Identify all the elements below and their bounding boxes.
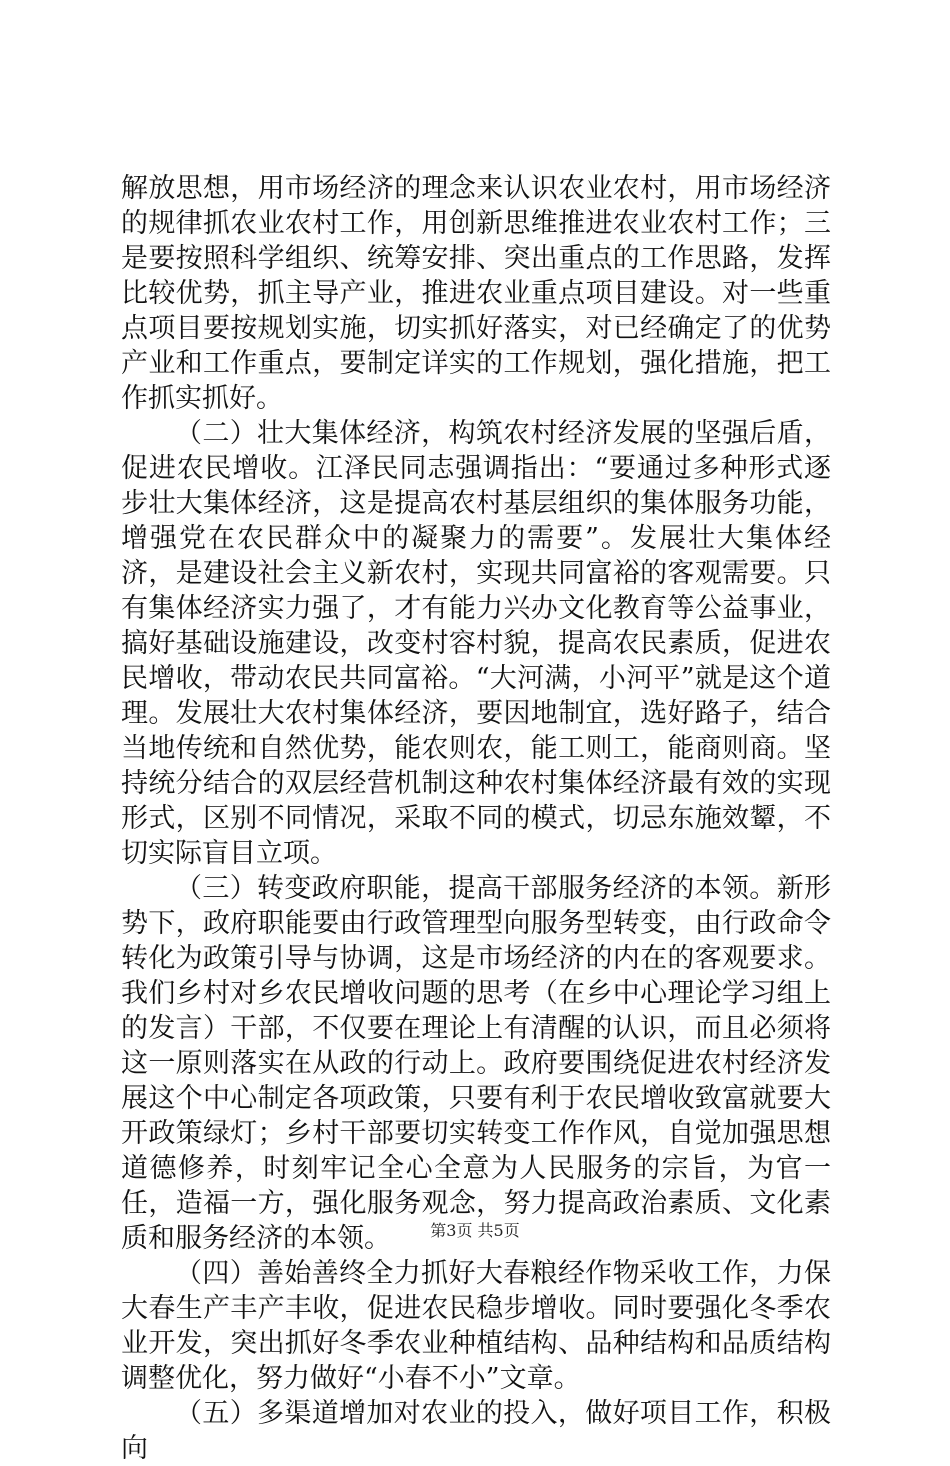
page-footer: 第3页 共5页 (430, 1221, 520, 1240)
paragraph-section-2: （二）壮大集体经济，构筑农村经济发展的坚强后盾，促进农民增收。江泽民同志强调指出：“要通过多种形式逐步壮大集体经济，这是提高农村基层组织的集体服务功能，增强党在农民群众中的凝聚力的需要”。发展壮大集体经济，是建设社会主义新农村，实现共同富裕的客观需要。只有集体经济实力强了，才有能力兴办文化教育等公益事业，搞好基础设施建设，改变村容村貌，提高农民素质，促进农民增收，带动农民共同富裕。“大河满，小河平”就是这个道理。发展壮大农村集体经济，要因地制宜，选好路子，结合当地传统和自然优势，能农则农，能工则工，能商则商。坚持统分结合的双层经营机制这种农村集体经济最有效的实现形式，区别不同情况，采取不同的模式，切忌东施效颦，不切实际盲目立项。 (121, 418, 831, 869)
paragraph-continuation: 解放思想，用市场经济的理念来认识农业农村，用市场经济的规律抓农业农村工作，用创新思维推进农业农村工作；三是要按照科学组织、统筹安排、突出重点的工作思路，发挥比较优势，抓主导产业，推进农业重点项目建设。对一些重点项目要按规划实施，切实抓好落实，对已经确定了的优势产业和工作重点，要制定详实的工作规划，强化措施，把工作抓实抓好。 (121, 173, 831, 414)
paragraph-section-5: （五）多渠道增加对农业的投入，做好项目工作，积极向 (121, 1398, 831, 1464)
paragraph-section-3: （三）转变政府职能，提高干部服务经济的本领。新形势下，政府职能要由行政管理型向服务型转变，由行政命令转化为政策引导与协调，这是市场经济的内在的客观要求。我们乡村对乡农民增收问题的思考（在乡中心理论学习组上的发言）干部，不仅要在理论上有清醒的认识，而且必须将这一原则落实在从政的行动上。政府要围绕促进农村经济发展这个中心制定各项政策，只要有利于农民增收致富就要大开政策绿灯；乡村干部要切实转变工作作风，自觉加强思想道德修养，时刻牢记全心全意为人民服务的宗旨，为官一任，造福一方，强化服务观念，努力提高政治素质、文化素质和服务经济的本领。 (121, 873, 831, 1254)
paragraph-section-4: （四）善始善终全力抓好大春粮经作物采收工作，力保大春生产丰产丰收，促进农民稳步增收。同时要强化冬季农业开发，突出抓好冬季农业种植结构、品种结构和品质结构调整优化，努力做好“小春不小”文章。 (121, 1258, 831, 1394)
document-body (121, 171, 831, 1466)
